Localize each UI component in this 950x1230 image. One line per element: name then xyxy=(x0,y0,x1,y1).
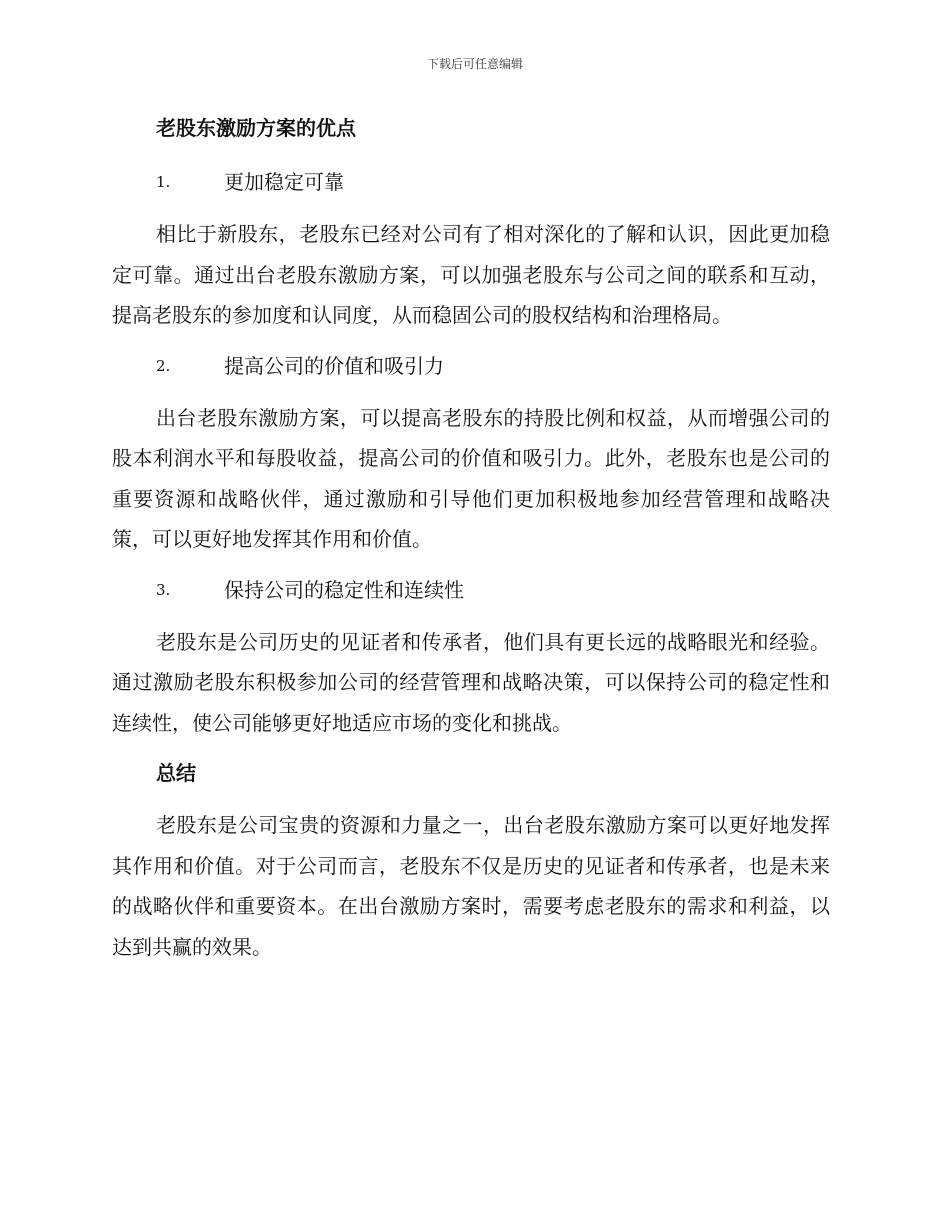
section-heading-advantages: 老股东激励方案的优点 xyxy=(156,116,356,140)
paragraph-2: 出台老股东激励方案，可以提高老股东的持股比例和权益，从而增强公司的股本利润水平和每股收益，提高公司的价值和吸引力。此外，老股东也是公司的重要资源和战略伙伴，通过激励和引导他们更加积极地参加经营管理和战略决策，可以更好地发挥其作用和价值。 xyxy=(112,405,830,551)
list-item-3 xyxy=(156,572,830,608)
section-heading-summary: 总结 xyxy=(156,761,196,785)
page-header: 下载后可任意编辑 xyxy=(426,57,523,71)
list-title: 提高公司的价值和吸引力 xyxy=(224,353,444,378)
list-title: 更加稳定可靠 xyxy=(224,170,344,194)
list-item-1 xyxy=(156,164,830,200)
list-number: 3. xyxy=(156,580,171,599)
list-number: 2. xyxy=(156,356,171,375)
document-body xyxy=(112,110,830,967)
list-title: 保持公司的稳定性和连续性 xyxy=(224,577,464,602)
paragraph-3: 老股东是公司历史的见证者和传承者，他们具有更长远的战略眼光和经验。通过激励老股东积极参加公司的经营管理和战略决策，可以保持公司的稳定性和连续性，使公司能够更好地适应市场的变化和挑战。 xyxy=(112,629,830,735)
paragraph-1: 相比于新股东，老股东已经对公司有了相对深化的了解和认识，因此更加稳定可靠。通过出台老股东激励方案，可以加强老股东与公司之间的联系和互动，提高老股东的参加度和认同度，从而稳固公司的股权结构和治理格局。 xyxy=(112,222,830,327)
summary-paragraph: 老股东是公司宝贵的资源和力量之一，出台老股东激励方案可以更好地发挥其作用和价值。对于公司而言，老股东不仅是历史的见证者和传承者，也是未来的战略伙伴和重要资本。在出台激励方案时，需要考虑老股东的需求和利益，以达到共赢的效果。 xyxy=(112,813,830,959)
list-number: 1. xyxy=(156,173,171,191)
list-item-2 xyxy=(156,348,830,384)
